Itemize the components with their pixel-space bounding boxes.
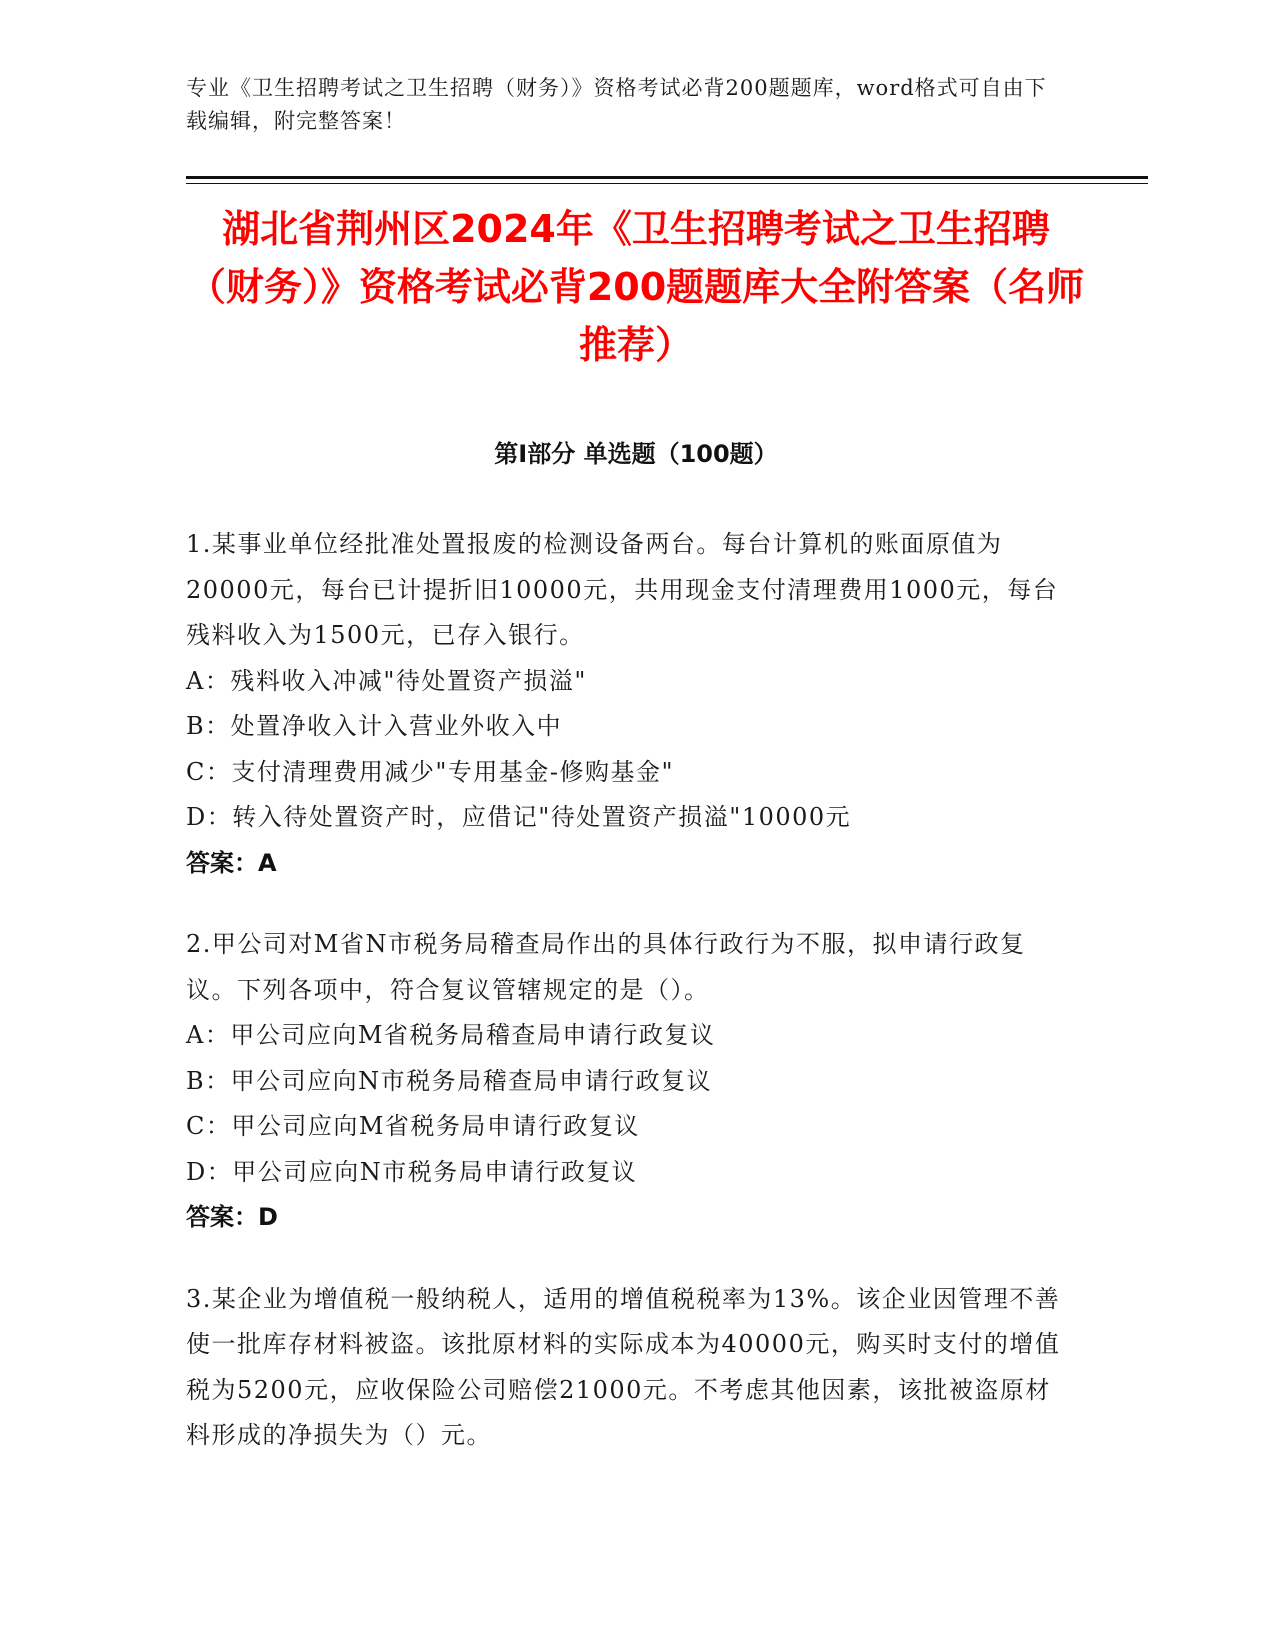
answer-line: 答案：D (186, 1203, 278, 1231)
question-stem: 3.某企业为增值税一般纳税人，适用的增值税税率为13%。该企业因管理不善使一批库存材料被盗。该批原材料的实际成本为40000元，购买时支付的增值税为5200元，应收保险公司赔偿21000元。不考虑其他因素，该批被盗原材料形成的净损失为（）元。 (186, 1284, 1061, 1449)
header-divider-thick (186, 176, 1148, 179)
option-a: A：甲公司应向M省税务局稽查局申请行政复议 (186, 1021, 716, 1049)
option-a: A：残料收入冲减"待处置资产损溢" (186, 666, 587, 695)
question-item (186, 522, 1066, 886)
option-b: B：处置净收入计入营业外收入中 (186, 712, 563, 740)
option-b: B：甲公司应向N市税务局稽查局申请行政复议 (186, 1066, 713, 1095)
option-d: D：转入待处置资产时，应借记"待处置资产损溢"10000元 (186, 803, 852, 831)
question-stem: 2.甲公司对M省N市税务局稽查局作出的具体行政行为不服，拟申请行政复议。下列各项中，符合复议管辖规定的是（）。 (186, 930, 1026, 1004)
option-c: C：支付清理费用减少"专用基金-修购基金" (186, 757, 675, 786)
option-d: D：甲公司应向N市税务局申请行政复议 (186, 1157, 638, 1186)
answer-line: 答案：A (186, 848, 277, 877)
header-note: 专业《卫生招聘考试之卫生招聘（财务）》资格考试必背200题题库，word格式可自由下载编辑，附完整答案！ (186, 76, 1047, 133)
question-item (186, 922, 1066, 1241)
header-divider-thin (186, 183, 1148, 184)
question-list (186, 522, 1066, 1495)
question-item (186, 1277, 1066, 1459)
option-c: C：甲公司应向M省税务局申请行政复议 (186, 1112, 640, 1140)
section-title: 第I部分 单选题（100题） (494, 440, 778, 468)
question-stem: 1.某事业单位经批准处置报废的检测设备两台。每台计算机的账面原值为20000元，每台已计提折旧10000元，共用现金支付清理费用1000元，每台残料收入为1500元，已存入银行。 (186, 530, 1059, 649)
document-title: 湖北省荆州区2024年《卫生招聘考试之卫生招聘（财务）》资格考试必背200题题库大全附答案（名师推荐） (187, 207, 1085, 367)
